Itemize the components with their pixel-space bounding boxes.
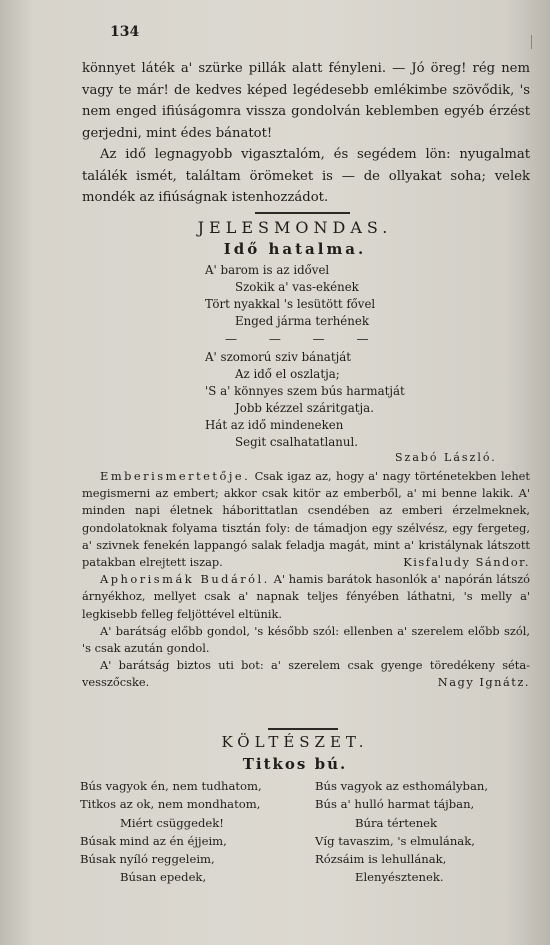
poem-title: Idő hatalma. — [223, 240, 367, 258]
section-heading: JELESMONDAS. — [197, 218, 393, 237]
poem-line: Elenyésztenek. — [355, 870, 444, 885]
poem-line: Búsak nyíló reggeleim, — [80, 852, 215, 867]
aphorism-paragraph — [82, 657, 530, 691]
aphorism-paragraph — [82, 468, 530, 571]
poem-line: Jobb kézzel száritgatja. — [235, 401, 374, 415]
poem-line: Bús vagyok az esthomályban, — [315, 779, 489, 793]
poem-column-right — [315, 777, 530, 887]
poem-line: Hát az idő mindeneken — [205, 418, 344, 432]
poem-line: Enged járma terhének — [235, 314, 370, 328]
poem-line: Bús vagyok én, nem tudhatom, — [80, 779, 262, 793]
poem-line: 'S a' könnyes szem bús harmatját — [205, 384, 405, 398]
aphorism-lead: Emberismertetője. — [100, 469, 251, 483]
poem-line: A' szomorú sziv bánatját — [205, 350, 352, 364]
page-number: 134 — [110, 24, 140, 40]
poem-title: Titkos bú. — [242, 755, 348, 773]
prose-paragraph: Az idő legnagyobb vigasztalóm, és segédem lön: nyugalmat találék ismét, találtam örömeket is — de ollyakat soha; velek mondék az ifiúságnak istenhozzádot. — [82, 147, 530, 205]
poem-line: Víg tavaszim, 's elmulának, — [315, 833, 475, 848]
aphorism-text: A' hamis barátok hasonlók a' napórán látszó árnyékhoz, mellyet csak a' napnak teljes fényében láthatni, 's melly a' legkisebb felleg feljöttével eltünik. — [82, 572, 530, 621]
prose-block — [82, 58, 530, 209]
stanza-separator: — — — — — [225, 332, 383, 346]
aphorism-text: Csak igaz az, hogy a' nagy történetekben lehet megismerni az embert; akkor csak kitör az emberből, a' mi benne lakik. A' minden napi életnek háborittatlan csendében az emberi érzelmeknek, gondolatoknak folyama tisztán foly: de támadjon egy szélvész, egy fergeteg, a' szivnek fenekén lappangó salak feladja magát, mint a' kristálynak látszott patakban elrejtett iszap. — [82, 469, 530, 570]
aphorism-text: A' barátság előbb gondol, 's később szól: ellenben a' szerelem előbb szól, 's csak azután gondol. — [82, 623, 530, 656]
poem-line: Búsan epedek, — [120, 870, 207, 885]
poem-line: Búsak mind az én éjjeim, — [80, 833, 227, 848]
prose-paragraph: könnyet láték a' szürke pillák alatt fényleni. — Jó öreg! rég nem vagy te már! de kedves képed legédesebb emlékimbe szövődik, 's nem enged ifiúságomra vissza gondolván keblemben egyéb érzést gerjedni, mint édes bánatot! — [82, 61, 530, 141]
poem-line: Segit csalhatatlanul. — [235, 435, 359, 449]
aphorism-text: A' barátság biztos uti bot: a' szerelem csak gyenge töredékeny séta-vesszőcske. — [82, 658, 530, 690]
section-rule — [268, 728, 338, 730]
poem-line: Az idő el oszlatja; — [235, 367, 340, 381]
poem-line: Titkos az ok, nem mondhatom, — [80, 797, 261, 812]
poem-line: Búra tértenek — [355, 815, 438, 830]
poem-line: Bús a' hulló harmat tájban, — [315, 797, 475, 812]
aphorism-lead: Aphorismák Budáról. — [100, 572, 270, 587]
aphorism-paragraph — [82, 571, 530, 623]
page-edge-mark — [531, 35, 538, 49]
poem-line: A' barom is az idővel — [205, 263, 330, 277]
section-rule — [255, 212, 350, 214]
poem-signature: Szabó László. — [395, 451, 497, 464]
poem-line: Szokik a' vas-ekének — [235, 280, 359, 294]
poem-line: Miért csüggedek! — [120, 815, 224, 830]
poem-line: Tört nyakkal 's lesütött fővel — [205, 297, 376, 311]
aphorism-paragraph — [82, 623, 530, 657]
poem-line: Rózsáim is lehullának, — [315, 852, 447, 867]
aphorism-author: Kisfaludy Sándor. — [403, 555, 530, 570]
poem-column-left — [80, 777, 305, 887]
section-heading: KÖLTÉSZET. — [221, 733, 369, 751]
aphorism-author: Nagy Ignátz. — [437, 675, 530, 690]
aphorism-block — [82, 468, 530, 692]
